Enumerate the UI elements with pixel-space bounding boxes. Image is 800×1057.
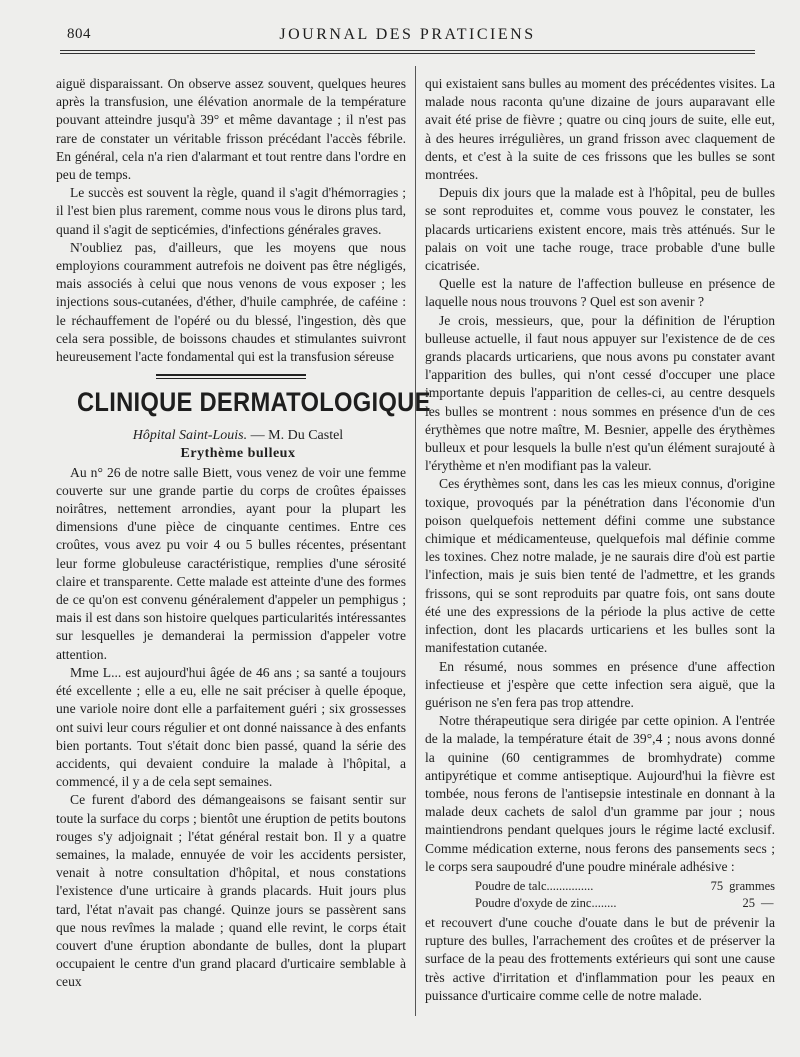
paragraph: Ce furent d'abord des démangeaisons se faisant sentir sur toute la surface du corps ; bientôt une éruption de petits boutons rouges s'y adjoignait ; l'état général restait bon. Il y a quatre semaines, la malade, ennuyée de voir les accidents persister, venait à notre consultation d'hôpital, et nous constations l'existence d'une urticaire à grands placards. Huit jours plus tard, l'état n'avait pas changé. Quinze jours se passèrent sans que nous revîmes la malade ; quand elle revint, le corps était couvert d'une éruption abondante de bulles, dont la plupart occupaient le centre d'un grand placard d'urticaire semblable à ceux xyxy=(56,792,406,990)
formula-row xyxy=(425,878,775,895)
section-rule-thin xyxy=(156,378,306,379)
paragraph: Quelle est la nature de l'affection bulleuse en présence de laquelle nous nous trouvons ? Quel est son avenir ? xyxy=(425,276,775,310)
section-rule xyxy=(156,374,306,376)
header-rule xyxy=(60,50,755,51)
page-header xyxy=(60,26,755,48)
running-title: JOURNAL DES PRATICIENS xyxy=(279,26,536,43)
column-divider xyxy=(415,66,416,1016)
formula-unit: grammes xyxy=(729,878,775,893)
hospital-line xyxy=(56,427,406,445)
formula-unit: — xyxy=(761,895,774,910)
paragraph: aiguë disparaissant. On observe assez souvent, quelques heures après la transfusion, une élévation anormale de la température pouvant atteindre jusqu'à 39° et même davantage ; il n'est pas rare de constater un véritable frisson précédant l'accès fébrile. En général, cela n'a rien d'alarmant et tout rentre dans l'ordre en peu de temps. xyxy=(56,76,406,183)
paragraph: Notre thérapeutique sera dirigée par cette opinion. A l'entrée de la malade, la température était de 39°,4 ; nous avons donné la quinine (60 centigrammes de bromhydrate) comme antipyrétique et comme antiseptique. Aujourd'hui la fièvre est tombée, nous ferons de l'antisepsie intestinale en donnant à la malade deux cachets de salol d'un gramme par jour ; nous maintiendrons pendant quelques jours le régime lacté exclusif. Comme médication externe, nous ferons des pansements secs ; le corps sera saupoudré d'une poudre minérale adhésive : xyxy=(425,713,775,874)
hospital-name: Hôpital Saint-Louis. xyxy=(132,428,248,444)
lesson-title: Erythème bulleux xyxy=(180,446,296,462)
formula-item: Poudre d'oxyde de zinc........ xyxy=(475,895,617,910)
section-title: CLINIQUE DERMATOLOGIQUE xyxy=(77,387,431,418)
formula-quantity: 25 xyxy=(742,895,755,910)
paragraph: Mme L... est aujourd'hui âgée de 46 ans ; sa santé a toujours été excellente ; elle a eu, elle ne sait préciser à quelle époque, une variole noire dont elle a parfaitement guéri ; six grossesses ont suivi leur cours régulier et ont donné naissance à des enfants bien portants. Tout s'était donc bien passé, quand la série des accidents, qui devaient conduire la malade à l'hôpital, a commencé, il y a de cela sept semaines. xyxy=(56,664,406,790)
formula-row xyxy=(425,895,775,912)
author-name: — M. Du Castel xyxy=(247,428,344,444)
formula-quantity: 75 xyxy=(710,878,724,893)
paragraph: Je crois, messieurs, que, pour la définition de l'éruption bulleuse actuelle, il faut nous appuyer sur l'existence de de ces grands placards urticariens, que nous avons pu constater avant l'apparition des bulles, qui n'ont cessé d'occuper une place importante depuis l'apparition de celles-ci, au centre desquels les bulles se montrent : nous sommes en présence d'un de ces érythèmes que notre maître, M. Besnier, appelle des érythèmes bulleux et pour lesquels la bulle n'est qu'un élément surajouté à l'érythème et n'en modifiant pas la valeur. xyxy=(425,312,775,474)
page-number: 804 xyxy=(67,26,91,42)
paragraph: Depuis dix jours que la malade est à l'hôpital, peu de bulles se sont reproduites et, comme vous pouvez le constater, les placards urticariens existent encore, mais très atténués. Sur le palais on voit une tache rouge, trace probable d'une bulle cicatrisée. xyxy=(425,185,775,274)
left-column xyxy=(56,75,431,992)
paragraph: Le succès est souvent la règle, quand il s'agit d'hémorragies ; il l'est bien plus rarement, comme nous vous le dirons plus tard, quand il s'agit de septicémies, d'infections générales graves. xyxy=(56,185,406,237)
header-rule-double xyxy=(60,53,755,54)
right-column xyxy=(425,75,775,1005)
paragraph: Au n° 26 de notre salle Biett, vous venez de voir une femme couverte sur une grande partie du corps de croûtes épaisses noirâtres, nettement arrondies, ayant pour la plupart les dimensions d'une pièce de cinquante centimes. Entre ces croûtes, vous avez pu voir 4 ou 5 bulles récentes, présentant leur forme globuleuse caractéristique, remplies d'une sérosité claire et transparente. Cette malade est atteinte d'une des formes de ce qu'on est convenu généralement d'appeler un pemphigus ; mais il est dans son histoire quelques particularités intéressantes sur lesquelles je demanderai la permission d'appeler votre attention. xyxy=(56,464,406,662)
paragraph: N'oubliez pas, d'ailleurs, que les moyens que nous employions couramment autrefois ne doivent pas être négligés, mais associés à celui que nous venons de vous exposer ; les injections sous-cutanées, d'éther, d'huile camphrée, de caféine : le réchauffement de l'opéré ou du blessé, l'ingestion, dès que cela sera possible, de boissons chaudes et stimulantes suivront heureusement l'acte fondamental qui est la transfusion séreuse xyxy=(56,239,406,365)
paragraph: En résumé, nous sommes en présence d'une affection infectieuse et j'espère que cette infection sera aiguë, que la guérison ne s'en fera pas trop attendre. xyxy=(425,658,775,710)
formula-item: Poudre de talc............... xyxy=(475,878,594,893)
prescription-formula xyxy=(425,878,775,912)
paragraph: et recouvert d'une couche d'ouate dans le but de prévenir la rupture des bulles, l'arrachement des croûtes et de préserver la surface de la peau des frottements extérieurs qui sont une cause très active d'irritation et d'inflammation pour les peaux en puissance d'urticaire comme celle de notre malade. xyxy=(425,914,775,1003)
paragraph: qui existaient sans bulles au moment des précédentes visites. La malade nous raconta qu'une dizaine de jours auparavant elle avait été prise de fièvre ; quatre ou cinq jours de suite, elle eut, à des heures irrégulières, un grand frisson avec claquement de dents, et c'est à la suite de ces frissons que les bulles se sont montrées. xyxy=(425,76,775,183)
paragraph: Ces érythèmes sont, dans les cas les mieux connus, d'origine toxique, provoqués par la pénétration dans l'économie d'un poison quelquefois nettement défini comme une substance chimique et médicamenteuse, quelquefois mal définie comme les toxines. Chez notre malade, je ne saurais dire d'où est partie l'infection, mais je suis bien tenté de l'admettre, et les grands frissons, qui se sont reproduits par quatre fois, ont sans doute été une des expressions de la période la plus active de cette infection, dont les placards urticariens et les bulles sont la manifestation cutanée. xyxy=(425,476,775,656)
